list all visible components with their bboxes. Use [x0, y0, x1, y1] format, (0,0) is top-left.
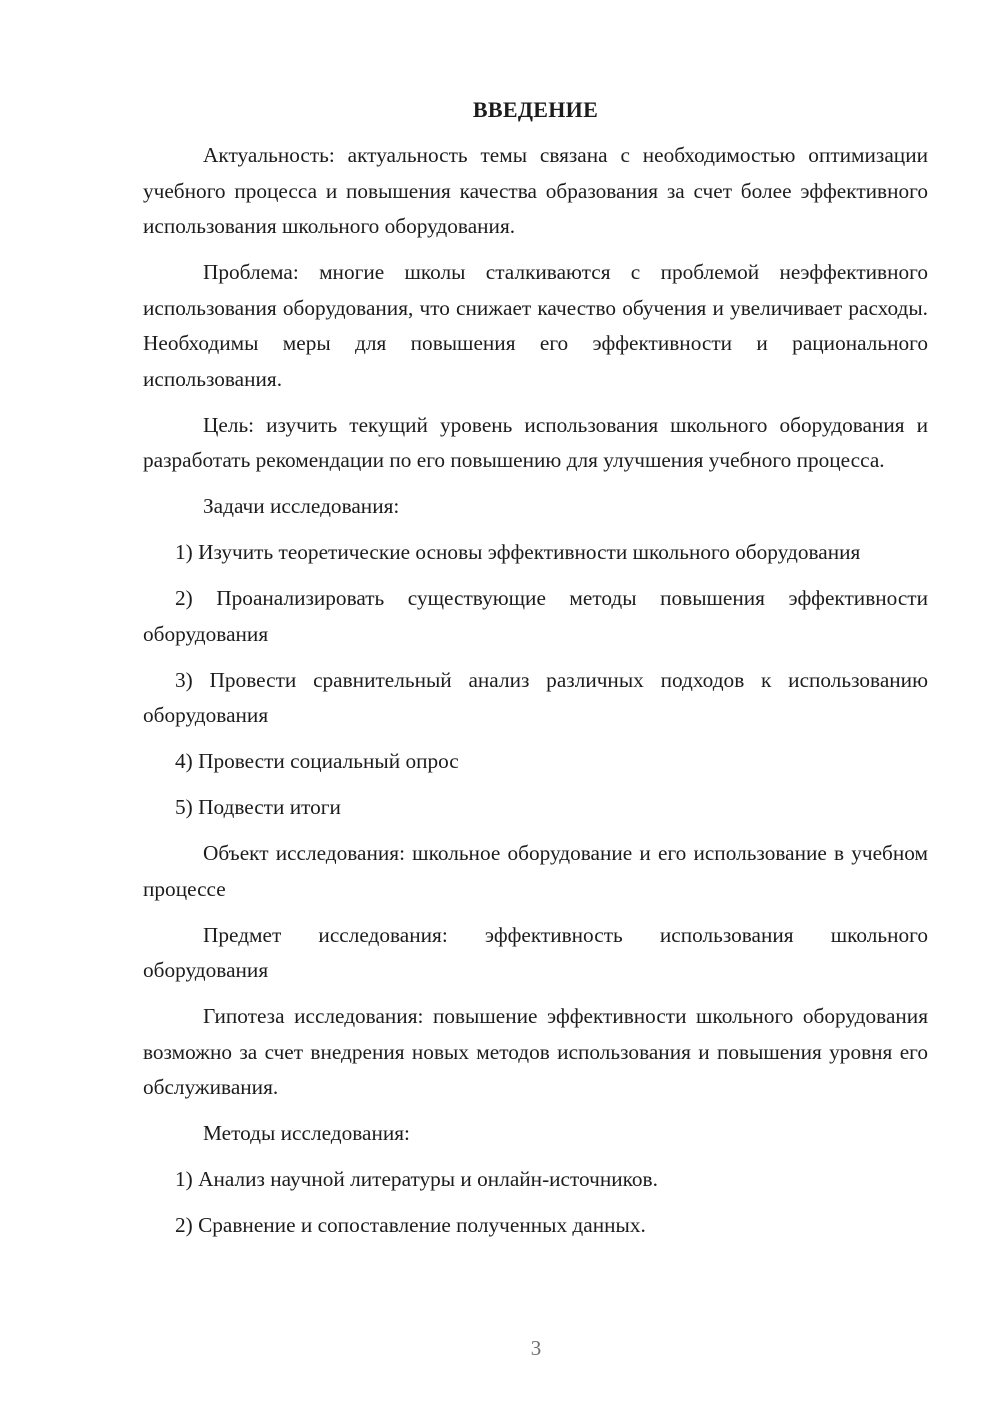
- relevance-paragraph: Актуальность: актуальность темы связана с необходимостью оптимизации учебного процесса и повышения качества образования за счет более эффективного использования школьного оборудования.: [143, 143, 928, 238]
- methods-title: Методы исследования:: [203, 1121, 410, 1145]
- method-item: 2) Сравнение и сопоставление полученных данных.: [175, 1213, 646, 1237]
- task-item: 5) Подвести итоги: [175, 795, 341, 819]
- task-item: 1) Изучить теоретические основы эффективности школьного оборудования: [175, 540, 861, 564]
- task-item: 3) Провести сравнительный анализ различных подходов к использованию оборудования: [143, 667, 928, 727]
- hypothesis-paragraph: Гипотеза исследования: повышение эффективности школьного оборудования возможно за счет внедрения новых методов использования и повышения уровня его обслуживания.: [143, 1004, 928, 1099]
- subject-paragraph: Предмет исследования: эффективность использования школьного оборудования: [143, 922, 928, 982]
- tasks-title: Задачи исследования:: [203, 494, 400, 518]
- task-item: 2) Проанализировать существующие методы повышения эффективности оборудования: [143, 586, 928, 646]
- goal-paragraph: Цель: изучить текущий уровень использования школьного оборудования и разработать рекомендации по его повышению для улучшения учебного процесса.: [143, 412, 928, 472]
- task-item: 4) Провести социальный опрос: [175, 749, 459, 773]
- section-heading: ВВЕДЕНИЕ: [472, 97, 599, 122]
- problem-paragraph: Проблема: многие школы сталкиваются с проблемой неэффективного использования оборудования, что снижает качество обучения и увеличивает расходы. Необходимы меры для повышения его эффективности и рационального использования.: [143, 260, 928, 391]
- method-item: 1) Анализ научной литературы и онлайн-источников.: [175, 1167, 658, 1191]
- page-number: 3: [530, 1336, 542, 1360]
- document-page: [143, 94, 928, 1254]
- object-paragraph: Объект исследования: школьное оборудование и его использование в учебном процессе: [143, 841, 928, 901]
